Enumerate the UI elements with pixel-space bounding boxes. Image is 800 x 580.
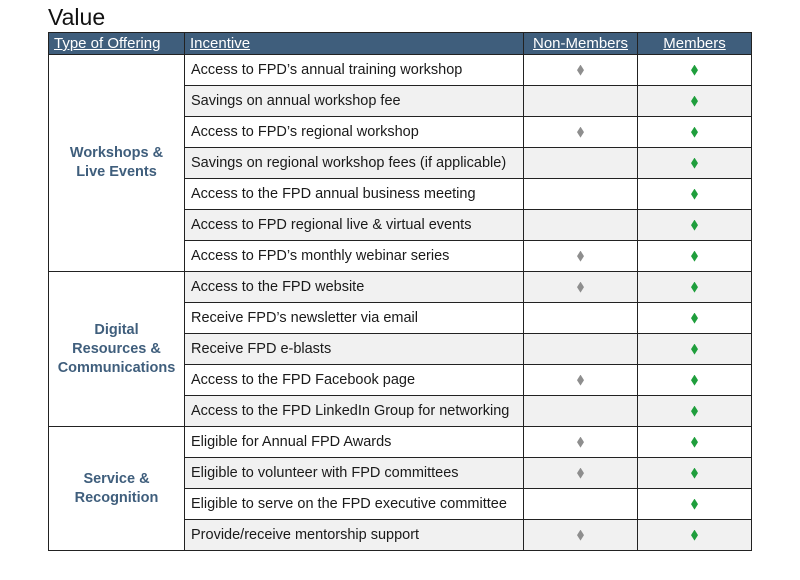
diamond-icon: [691, 499, 698, 510]
non-member-cell: [524, 117, 638, 148]
header-type-of-offering: Type of Offering: [49, 33, 185, 55]
diamond-icon: [691, 251, 698, 262]
table-row: [49, 272, 752, 303]
incentive-cell: Access to FPD regional live & virtual events: [185, 210, 524, 241]
incentive-cell: Eligible for Annual FPD Awards: [185, 427, 524, 458]
incentive-cell: Receive FPD e-blasts: [185, 334, 524, 365]
diamond-icon: [691, 127, 698, 138]
diamond-icon: [577, 437, 584, 448]
diamond-icon: [691, 158, 698, 169]
member-cell: [638, 272, 752, 303]
member-cell: [638, 396, 752, 427]
member-cell: [638, 427, 752, 458]
member-cell: [638, 489, 752, 520]
diamond-icon: [691, 313, 698, 324]
member-cell: [638, 55, 752, 86]
incentive-cell: Receive FPD’s newsletter via email: [185, 303, 524, 334]
diamond-icon: [577, 468, 584, 479]
header-incentive: Incentive: [185, 33, 524, 55]
group-label: [49, 55, 185, 272]
incentive-cell: Provide/receive mentorship support: [185, 520, 524, 551]
group-label-line: Workshops &: [69, 145, 164, 161]
diamond-icon: [691, 530, 698, 541]
incentive-cell: Access to the FPD LinkedIn Group for networking: [185, 396, 524, 427]
incentive-cell: Access to FPD’s annual training workshop: [185, 55, 524, 86]
diamond-icon: [691, 344, 698, 355]
non-member-cell: [524, 55, 638, 86]
group-label-line: Digital: [94, 321, 139, 338]
table-row: [49, 427, 752, 458]
group-label: [49, 427, 185, 551]
diamond-icon: [691, 96, 698, 107]
header-members: Members: [638, 33, 752, 55]
non-member-cell: [524, 396, 638, 427]
diamond-icon: [577, 375, 584, 386]
incentive-cell: Savings on regional workshop fees (if applicable): [185, 148, 524, 179]
non-member-cell: [524, 489, 638, 520]
member-cell: [638, 520, 752, 551]
diamond-icon: [691, 189, 698, 200]
incentive-cell: Access to FPD’s monthly webinar series: [185, 241, 524, 272]
non-member-cell: [524, 179, 638, 210]
non-member-cell: [524, 458, 638, 489]
member-cell: [638, 210, 752, 241]
diamond-icon: [691, 282, 698, 293]
diamond-icon: [691, 406, 698, 417]
member-cell: [638, 303, 752, 334]
diamond-icon: [577, 251, 584, 262]
non-member-cell: [524, 86, 638, 117]
group-label-line: Communications: [57, 359, 176, 376]
group-label-line: Recognition: [74, 489, 159, 506]
member-cell: [638, 458, 752, 489]
group-label-line: Service &: [83, 470, 150, 487]
header-row: [49, 33, 752, 55]
diamond-icon: [577, 65, 584, 76]
member-cell: [638, 365, 752, 396]
diamond-icon: [577, 127, 584, 138]
non-member-cell: [524, 427, 638, 458]
incentive-cell: Access to the FPD annual business meeting: [185, 179, 524, 210]
incentive-cell: Access to the FPD Facebook page: [185, 365, 524, 396]
table-row: [49, 55, 752, 86]
member-cell: [638, 86, 752, 117]
page-title: Value: [48, 4, 106, 30]
non-member-cell: [524, 241, 638, 272]
member-cell: [638, 117, 752, 148]
non-member-cell: [524, 272, 638, 303]
diamond-icon: [691, 437, 698, 448]
non-member-cell: [524, 303, 638, 334]
incentive-cell: Access to the FPD website: [185, 272, 524, 303]
diamond-icon: [691, 65, 698, 76]
group-label: [49, 272, 185, 427]
diamond-icon: [691, 375, 698, 386]
member-cell: [638, 148, 752, 179]
group-label-line: Live Events: [76, 164, 157, 180]
diamond-icon: [691, 220, 698, 231]
header-non-members: Non-Members: [524, 33, 638, 55]
non-member-cell: [524, 365, 638, 396]
incentive-cell: Eligible to serve on the FPD executive committee: [185, 489, 524, 520]
incentive-cell: Eligible to volunteer with FPD committees: [185, 458, 524, 489]
member-cell: [638, 179, 752, 210]
diamond-icon: [577, 530, 584, 541]
value-table: [48, 32, 752, 551]
non-member-cell: [524, 334, 638, 365]
non-member-cell: [524, 210, 638, 241]
non-member-cell: [524, 520, 638, 551]
table-body: [49, 55, 752, 551]
member-cell: [638, 334, 752, 365]
diamond-icon: [691, 468, 698, 479]
member-cell: [638, 241, 752, 272]
non-member-cell: [524, 148, 638, 179]
group-label-line: Resources &: [72, 340, 161, 357]
diamond-icon: [577, 282, 584, 293]
incentive-cell: Savings on annual workshop fee: [185, 86, 524, 117]
incentive-cell: Access to FPD’s regional workshop: [185, 117, 524, 148]
